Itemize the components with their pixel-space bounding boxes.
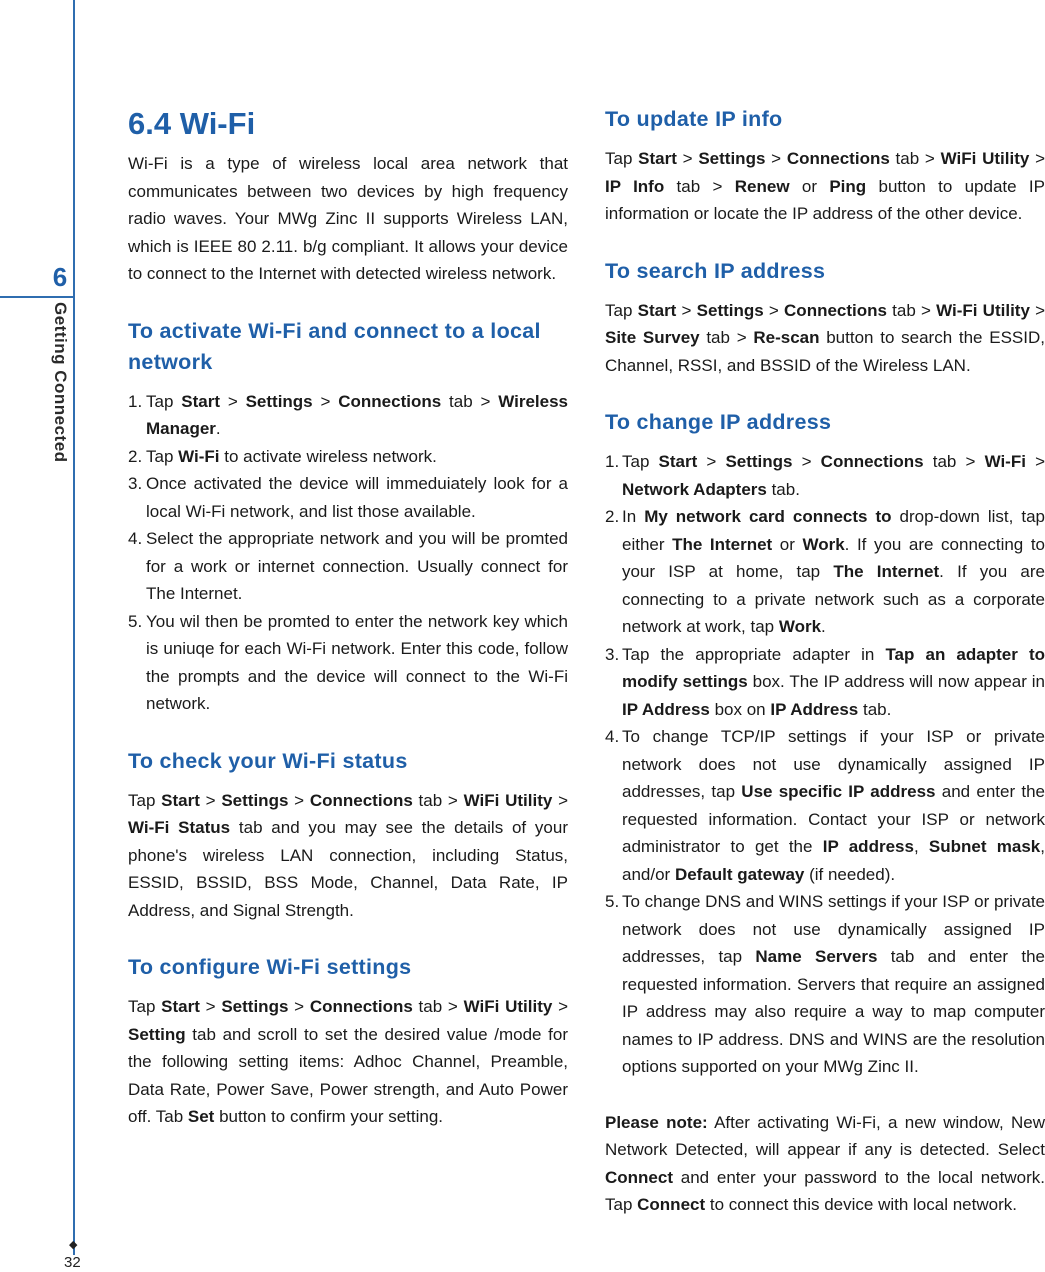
diamond-bullet-icon: ◆: [69, 1239, 78, 1251]
update-paragraph: Tap Start > Settings > Connections tab > WiFi Utility > IP Info tab > Renew or Ping button to update IP information or locate the IP address of the other device.: [605, 149, 1045, 223]
configure-paragraph: Tap Start > Settings > Connections tab > WiFi Utility > Setting tab and scroll to set the desired value /mode for the following setting items: Adhoc Channel, Preamble, Data Rate, Power Save, Power strength, and Auto Power off. Tab Set button to confirm your setting.: [128, 997, 569, 1126]
update-heading: To update IP info: [605, 107, 783, 131]
sidebar-rule: [73, 0, 75, 1255]
chapter-number: 6: [52, 262, 68, 292]
activate-steps: [128, 388, 568, 718]
list-item: 4. Select the appropriate network and you will be promted for a work or internet connection. Usually connect for The Internet.: [128, 529, 568, 603]
page-number: 32: [64, 1254, 81, 1271]
list-item: 5. You wil then be promted to enter the network key which is uniuqe for each Wi-Fi network. Enter this code, follow the prompts and the device will connect to the Wi-Fi network.: [128, 611, 568, 713]
list-item: 1. Tap Start > Settings > Connections tab > Wireless Manager.: [128, 391, 569, 438]
configure-heading: To configure Wi-Fi settings: [128, 955, 412, 979]
note-paragraph: Please note: After activating Wi-Fi, a new window, New Network Detected, will appear if any is detected. Select Connect and enter your password to the local network. Tap Connect to connect this device with local network.: [605, 1112, 1045, 1214]
activate-heading: To activate Wi-Fi and connect to a local network: [128, 318, 541, 374]
chapter-title: Getting Connected: [51, 302, 70, 463]
status-paragraph: Tap Start > Settings > Connections tab > WiFi Utility > Wi-Fi Status tab and you may see the details of your phone's wireless LAN connection, including Status, ESSID, BSSID, BSS Mode, Channel, Data Rate, IP Address, and Signal Strength.: [128, 790, 569, 920]
list-item: 4. To change TCP/IP settings if your ISP or private network does not use dynamically assigned IP addresses, tap Use specific IP address and enter the requested information. Contact your ISP or network administrator to get the IP address, Subnet mask, and/or Default gateway (if needed).: [605, 727, 1045, 884]
section-title: 6.4 Wi-Fi: [128, 106, 256, 141]
search-paragraph: Tap Start > Settings > Connections tab > Wi-Fi Utility > Site Survey tab > Re-scan button to search the ESSID, Channel, RSSI, and BSSID of the Wireless LAN.: [605, 300, 1045, 375]
status-heading: To check your Wi-Fi status: [128, 748, 408, 773]
left-column: [128, 104, 568, 1131]
list-item: 5. To change DNS and WINS settings if your ISP or private network does not use dynamically assigned IP addresses, tap Name Servers tab and enter the requested information. Servers that require an assigned IP address may also require a way to map computer names to IP address. DNS and WINS are the resolution options supported on your MWg Zinc II.: [605, 892, 1045, 1076]
chapter-marker-rule: [0, 296, 73, 298]
change-heading: To change IP address: [605, 410, 832, 434]
list-item: 3. Tap the appropriate adapter in Tap an adapter to modify settings box. The IP address will now appear in IP Address box on IP Address tab.: [605, 644, 1045, 719]
search-heading: To search IP address: [605, 258, 826, 283]
right-column: [605, 104, 1045, 1219]
list-item: 2. Tap Wi-Fi to activate wireless network.: [128, 446, 437, 466]
list-item: 3. Once activated the device will immeduiately look for a local Wi-Fi network, and list those available.: [128, 474, 568, 521]
list-item: 2. In My network card connects to drop-down list, tap either The Internet or Work. If you are connecting to your ISP at home, tap The Internet. If you are connecting to a private network such as a corporate network at work, tap Work.: [605, 507, 1045, 636]
change-steps: [605, 448, 1045, 1081]
intro-paragraph: Wi-Fi is a type of wireless local area network that communicates between two devices by high frequency radio waves. Your MWg Zinc II supports Wireless LAN, which is IEEE 80 2.11. b/g compliant. It allows your device to connect to the Internet with detected wireless network.: [128, 154, 568, 283]
list-item: 1. Tap Start > Settings > Connections tab > Wi-Fi > Network Adapters tab.: [605, 452, 1045, 499]
